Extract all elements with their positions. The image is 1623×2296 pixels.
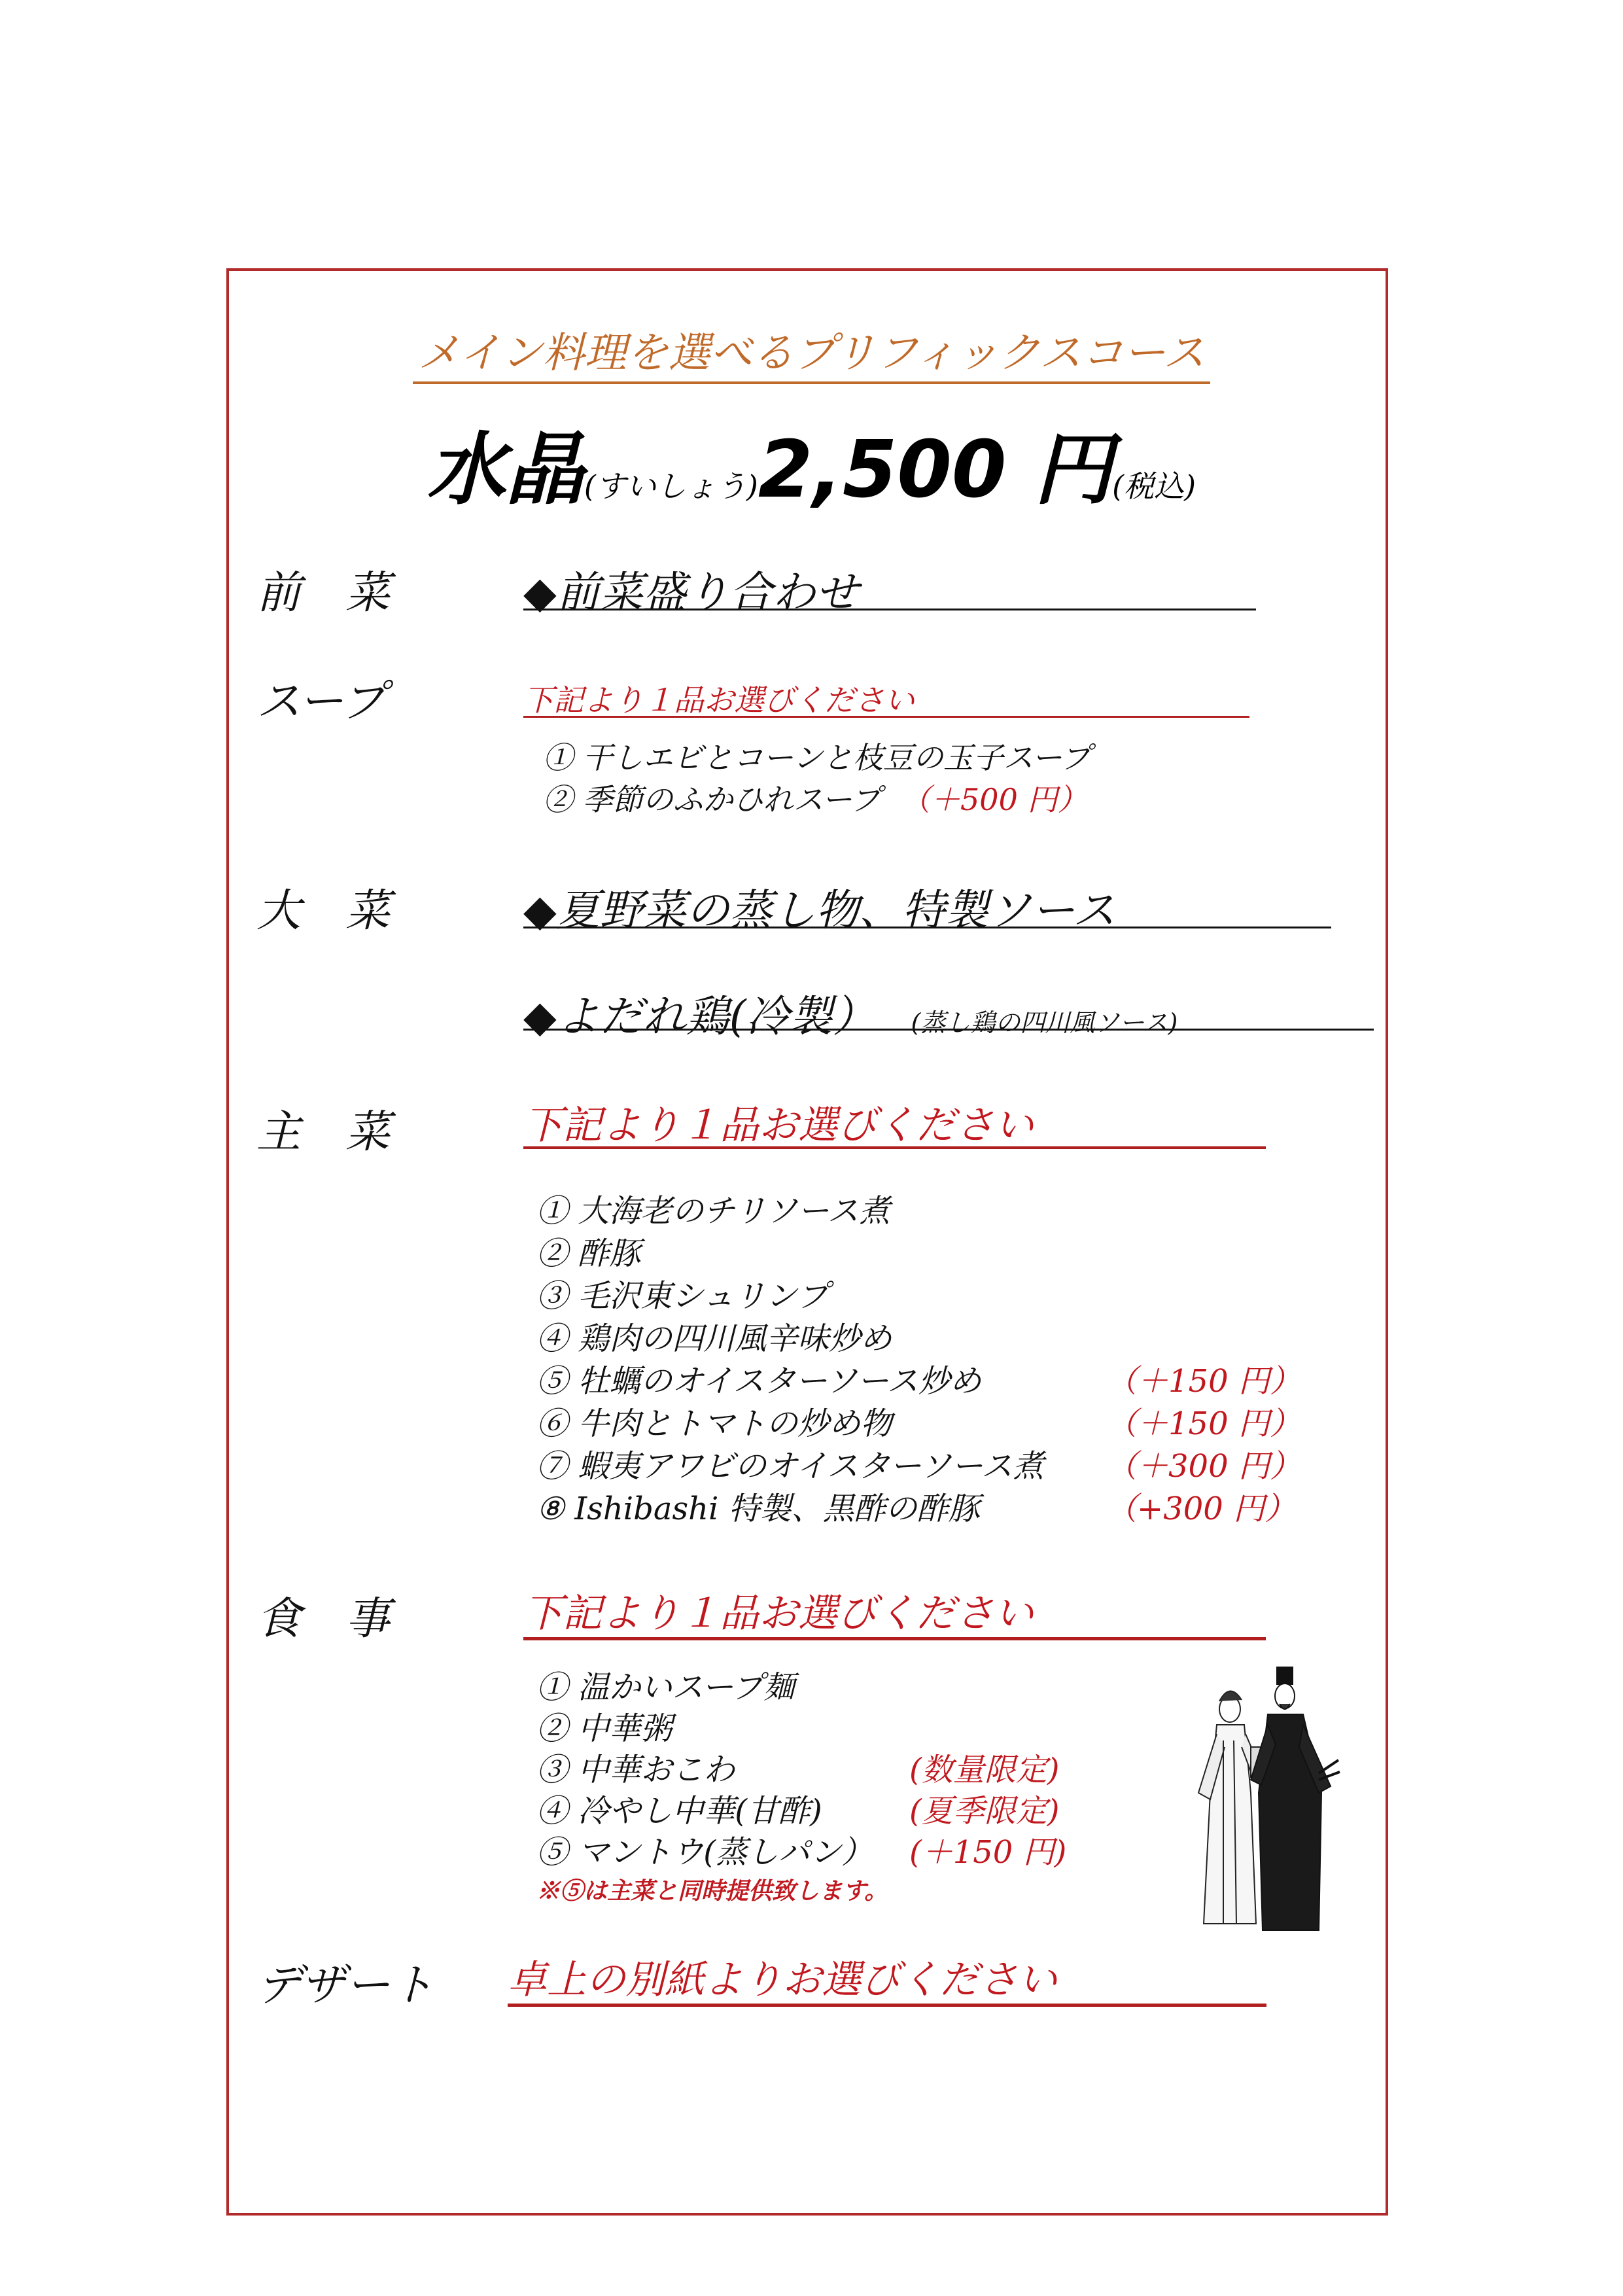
list-item xyxy=(543,734,1091,777)
shusai-item-3: ③ 毛沢東シュリンプ xyxy=(536,1278,829,1315)
shusai-item-4: ④ 鶏肉の四川風辛味炒め xyxy=(536,1320,892,1357)
daisai-dish-2-note: (蒸し鶏の四川風ソース) xyxy=(911,1008,1178,1037)
course-price: 2,500 円 xyxy=(758,425,1113,516)
tax-note: (税込) xyxy=(1112,468,1196,504)
soup-item-2: ② 季節のふかひれスープ xyxy=(543,782,881,817)
course-type-title xyxy=(0,319,1623,380)
shusai-item-5-extra: （＋150 円） xyxy=(1106,1363,1301,1400)
section-label-soup: スープ xyxy=(256,676,386,728)
shusai-item-7: ⑦ 蝦夷アワビのオイスターソース煮 xyxy=(536,1448,1045,1485)
zensai-dish: ◆前菜盛り合わせ xyxy=(523,557,1256,610)
shokuji-item-3-extra: (数量限定) xyxy=(909,1752,1060,1788)
section-label-shusai: 主 菜 xyxy=(256,1106,391,1158)
shokuji-item-4: ④ 冷やし中華(甘酢) xyxy=(536,1793,822,1829)
daisai-dish-1: ◆夏野菜の蒸し物、特製ソース xyxy=(523,875,1331,928)
section-label-shokuji: 食 事 xyxy=(256,1593,391,1645)
shusai-item-8-extra: （+300 円） xyxy=(1106,1491,1297,1527)
shusai-item-7-extra: （＋300 円） xyxy=(1106,1448,1301,1485)
section-label-dessert: デザート xyxy=(256,1960,435,2011)
shokuji-item-5: ⑤ マントウ(蒸しパン） xyxy=(536,1834,873,1871)
shokuji-item-3: ③ 中華おこわ xyxy=(536,1752,735,1788)
course-title-row xyxy=(0,407,1623,520)
daisai-dish-2-row xyxy=(523,981,1374,1042)
soup-choose: 下記より１品お選びください xyxy=(523,677,1249,718)
shokuji-item-5-extra: (＋150 円) xyxy=(909,1834,1067,1871)
daisai-dish-2: ◆よだれ鶏(冷製） xyxy=(523,991,876,1042)
shusai-item-2: ② 酢豚 xyxy=(536,1235,641,1272)
shokuji-item-1: ① 温かいスープ麺 xyxy=(536,1669,795,1706)
dessert-choose: 卓上の別紙よりお選びください xyxy=(508,1949,1266,2007)
shusai-item-6-extra: （＋150 円） xyxy=(1106,1405,1301,1442)
shusai-item-1: ① 大海老のチリソース煮 xyxy=(536,1193,890,1229)
soup-item-1: ① 干しエビとコーンと枝豆の玉子スープ xyxy=(543,740,1091,775)
section-label-daisai: 大 菜 xyxy=(256,885,391,937)
course-type-text: メイン料理を選べるプリフィックスコース xyxy=(413,329,1210,384)
shokuji-item-2: ② 中華粥 xyxy=(536,1710,672,1747)
historical-figures-illustration xyxy=(1191,1662,1341,1937)
course-name: 水晶 xyxy=(427,423,584,516)
shokuji-note: ※⑤は主菜と同時提供致します。 xyxy=(536,1877,888,1905)
shokuji-item-4-extra: (夏季限定) xyxy=(909,1793,1060,1829)
section-label-zensai: 前 菜 xyxy=(256,567,391,619)
shokuji-choose: 下記より１品お選びください xyxy=(523,1582,1266,1640)
course-reading: (すいしょう) xyxy=(584,468,758,504)
soup-item-2-extra: （＋500 円） xyxy=(900,782,1088,817)
shusai-choose: 下記より１品お選びください xyxy=(523,1094,1266,1149)
shusai-item-5: ⑤ 牡蠣のオイスターソース炒め xyxy=(536,1363,982,1400)
shusai-item-6: ⑥ 牛肉とトマトの炒め物 xyxy=(536,1405,892,1442)
shusai-item-8: ⑧ Ishibashi 特製、黒酢の酢豚 xyxy=(536,1491,980,1527)
list-item xyxy=(543,776,1087,819)
